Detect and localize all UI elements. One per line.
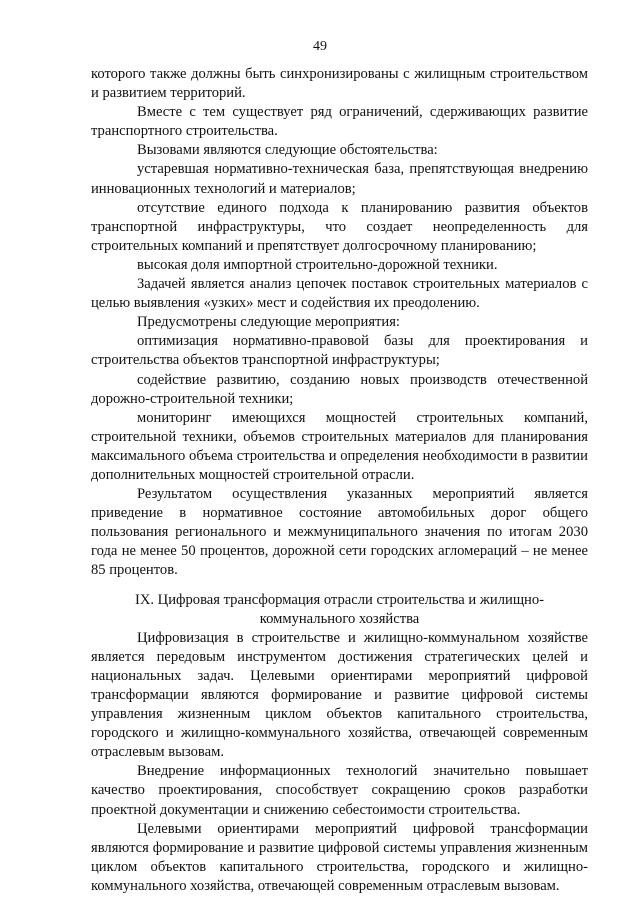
- paragraph: Задачей является анализ цепочек поставок строительных материалов с целью выявления «узких» мест и содействия их преодолению.: [91, 276, 588, 312]
- paragraph: которого также должны быть синхронизированы с жилищным строительством и развитием территорий.: [91, 66, 588, 102]
- list-item-paragraph: устаревшая нормативно-техническая база, препятствующая внедрению инновационных технологий и материалов;: [91, 161, 588, 197]
- paragraph: Вместе с тем существует ряд ограничений, сдерживающих развитие транспортного строительства.: [91, 104, 588, 140]
- paragraph: Целевыми ориентирами мероприятий цифровой трансформации являются формирование и развитие цифровой системы управления жизненным циклом объектов капитального строительства, городского и жилищно-коммунального хозяйства, отвечающей современным отраслевым вызовам.: [91, 820, 588, 894]
- paragraph: Предусмотрены следующие мероприятия:: [137, 314, 400, 331]
- list-item-paragraph: оптимизация нормативно-правовой базы для проектирования и строительства объектов транспортной инфраструктуры;: [91, 333, 588, 369]
- section-heading: [91, 591, 588, 629]
- list-item-paragraph: мониторинг имеющихся мощностей строительных компаний, строительной техники, объемов строительных материалов для планирования максимального объема строительства и определения необходимости в развитии дополнительных мощностей строительной отрасли.: [91, 409, 588, 483]
- page-number: 49: [313, 39, 327, 54]
- paragraph: Результатом осуществления указанных мероприятий является приведение в нормативное состояние автомобильных дорог общего пользования регионального и межмуниципального значения по итогам 2030 года не менее 50 процентов, дорожной сети городских агломераций – не менее 85 процентов.: [91, 486, 588, 579]
- section-heading-line-2: коммунального хозяйства: [259, 610, 420, 627]
- paragraph: Вызовами являются следующие обстоятельства:: [137, 142, 438, 159]
- section-heading-line-1: IX. Цифровая трансформация отрасли строительства и жилищно-: [134, 591, 545, 608]
- paragraph: Внедрение информационных технологий значительно повышает качество проектирования, способствует сокращению сроков разработки проектной документации и снижению себестоимости строительства.: [91, 763, 588, 818]
- list-item-paragraph: высокая доля импортной строительно-дорожной техники.: [137, 256, 498, 273]
- paragraph: Цифровизация в строительстве и жилищно-коммунальном хозяйстве является передовым инструментом достижения стратегических целей и национальных задач. Целевыми ориентирами мероприятий цифровой трансформации являются формирование и развитие цифровой системы управления жизненным циклом объектов капитального строительства, городского и жилищно-коммунального хозяйства, отвечающей современным отраслевым вызовам.: [91, 629, 588, 761]
- list-item-paragraph: содействие развитию, созданию новых производств отечественной дорожно-строительной техники;: [91, 371, 588, 407]
- list-item-paragraph: отсутствие единого подхода к планированию развития объектов транспортной инфраструктуры, что создает неопределенность для строительных компаний и препятствует долгосрочному планированию;: [91, 199, 588, 254]
- document-body: [91, 65, 588, 896]
